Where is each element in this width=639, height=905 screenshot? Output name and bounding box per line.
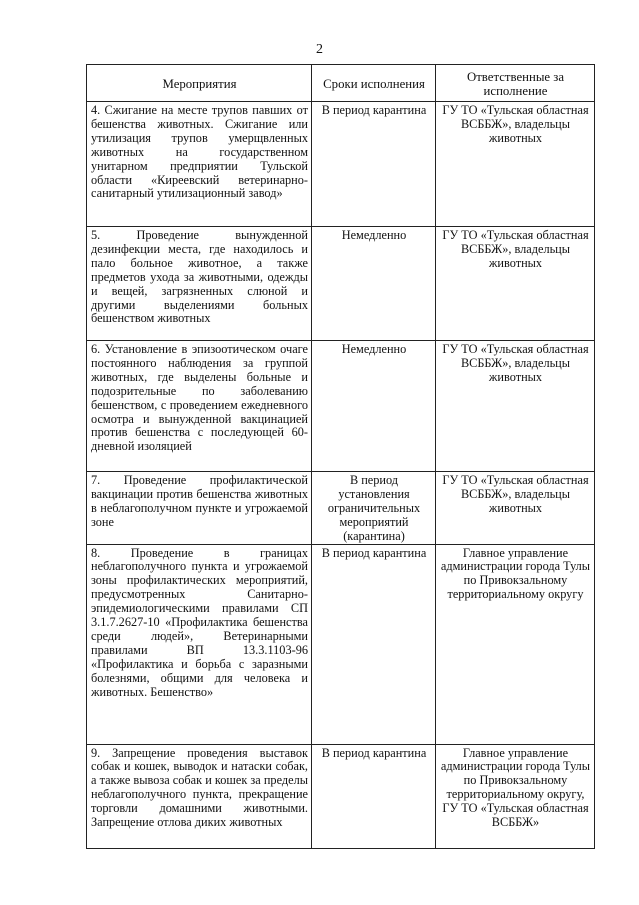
column-header-responsible: Ответственные за исполнение [436,65,595,102]
page-number: 2 [316,42,323,57]
responsible-cell: ГУ ТО «Тульская областная ВСББЖ», владельцы животных [436,102,595,227]
measure-cell: 9. Запрещение проведения выставок собак и кошек, выводок и натаски собак, а также вывоза собак и кошек за пределы неблагополучного пункта, прекращение торговли домашними животными. Запрещение отлова диких животных [87,744,312,848]
deadline-cell: Немедленно [312,341,436,472]
deadline-cell: В период карантина [312,544,436,744]
deadline-cell: В период карантина [312,744,436,848]
table-header-row [87,65,595,102]
measure-cell: 4. Сжигание на месте трупов павших от бешенства животных. Сжигание или утилизация трупов умерщвленных животных на государственном унитарном предприятии Тульской области «Киреевский ветеринарно-санитарный утилизационный завод» [87,102,312,227]
measure-cell: 6. Установление в эпизоотическом очаге постоянного наблюдения за группой животных, где выделены больные и подозрительные по заболеванию бешенством, с проведением ежедневного осмотра и вынужденной вакцинацией против бешенства с последующей 60-дневной изоляцией [87,341,312,472]
measure-cell: 5. Проведение вынужденной дезинфекции места, где находилось и пало больное животное, а также предметов ухода за животными, одежды и вещей, загрязненных слюной и другими выделениями больных бешенством животных [87,227,312,341]
responsible-cell: ГУ ТО «Тульская областная ВСББЖ», владельцы животных [436,472,595,545]
table-row [87,744,595,848]
measures-table [86,64,595,849]
measure-cell: 8. Проведение в границах неблагополучного пункта и угрожаемой зоны профилактических мероприятий, предусмотренных Санитарно-эпидемиологическими правилами СП 3.1.7.2627-10 «Профилактика бешенства среди людей», Ветеринарными правилами ВП 13.3.1103-96 «Профилактика и борьба с заразными болезнями, общими для человека и животных. Бешенство» [87,544,312,744]
deadline-cell: В период карантина [312,102,436,227]
deadline-cell: Немедленно [312,227,436,341]
column-header-measures: Мероприятия [87,65,312,102]
table-row [87,227,595,341]
column-header-deadline: Сроки исполнения [312,65,436,102]
table-row [87,544,595,744]
responsible-cell: ГУ ТО «Тульская областная ВСББЖ», владельцы животных [436,341,595,472]
deadline-cell: В период установления ограничительных мероприятий (карантина) [312,472,436,545]
table-row [87,102,595,227]
responsible-cell: Главное управление администрации города Тулы по Привокзальному территориальному округу, ГУ ТО «Тульская областная ВСББЖ» [436,744,595,848]
responsible-cell: ГУ ТО «Тульская областная ВСББЖ», владельцы животных [436,227,595,341]
table-row [87,472,595,545]
table-row [87,341,595,472]
measure-cell: 7. Проведение профилактической вакцинации против бешенства животных в неблагополучном пункте и угрожаемой зоне [87,472,312,545]
responsible-cell: Главное управление администрации города Тулы по Привокзальному территориальному округу [436,544,595,744]
